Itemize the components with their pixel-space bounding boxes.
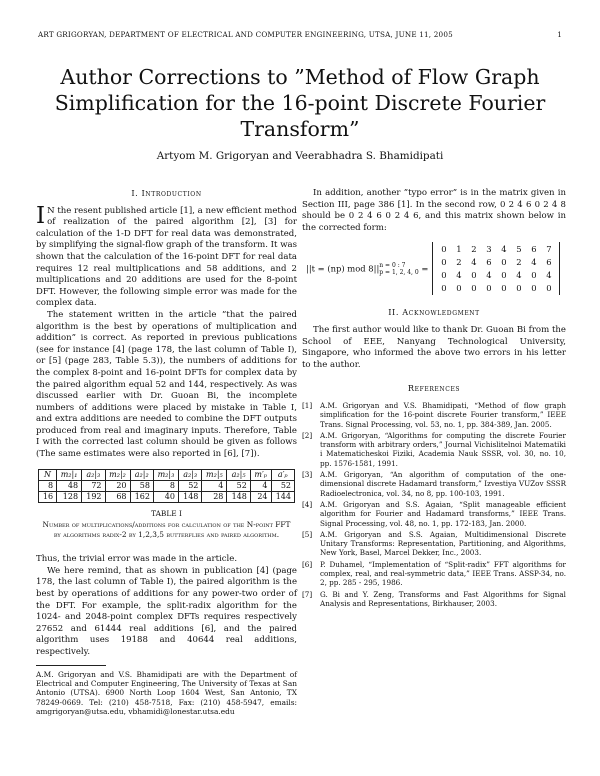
matrix-cell: 0 — [501, 257, 507, 268]
matrix-cell: 4 — [486, 270, 492, 281]
table-header-cell: m₂|₃ — [153, 469, 178, 480]
intro-paragraph-1: I N the resent published article [1], a new efficient method of realization of the paired algorithm [2], [3] for calculation of the 1-D DFT for real data was demonstrated, by simplifying the signal-flow graph of the transform. It was shown that the calculation of the 16-point DFT for real data requires 12 real multiplications and 58 additions, and 2 multiplications and 20 additions are used for the 8-point DFT. However, the following simple error was made for the complex data. — [36, 202, 297, 309]
matrix-cell: 0 — [441, 257, 447, 268]
matrix-lhs: ||t = (np) mod 8||n = 0 : 7 p = 1, 2, 4, 0 = — [306, 261, 429, 276]
table-cell: 72 — [82, 480, 105, 491]
table-1 — [38, 469, 295, 504]
table-header-cell: N — [39, 469, 57, 480]
table-header-cell: a₂|₃ — [178, 469, 201, 480]
table-cell: 144 — [271, 492, 295, 503]
reference-number: [1] — [302, 400, 313, 410]
table-cell: 4 — [202, 480, 227, 491]
matrix-cell: 4 — [546, 270, 552, 281]
reference-number: [4] — [302, 499, 313, 509]
reference-text: A.M. Grigoryan, “An algorithm of computation of the one-dimensional discrete Hadamard transform,” Izvestiya VUZov SSSR Radioelectronica, vol. 34, no 8, pp. 100-103, 1991. — [320, 470, 566, 498]
table-cell: 48 — [57, 480, 82, 491]
matrix-cell: 4 — [516, 270, 522, 281]
reference-number: [3] — [302, 470, 313, 480]
ack-paragraph: The first author would like to thank Dr. Guoan Bi from the School of EEE, Nanyang Technological University, Singapore, who informed the above two errors in his letter to the author. — [302, 324, 566, 370]
matrix-cell: 6 — [546, 257, 552, 268]
reference-number: [6] — [302, 559, 313, 569]
table-header-cell: m₂|₅ — [202, 469, 227, 480]
reference-text: A.M. Grigoryan and S.S. Agaian, “Split manageable efficient algorithm for Fourier and Hadamard transforms,” IEEE Trans. Signal Processing, vol. 48, no. 1, pp. 172-183, Jan. 2000. — [320, 499, 566, 528]
table-cell: 8 — [153, 480, 178, 491]
reference-text: A.M. Grigoryan and S.S. Agaian, Multidimensional Discrete Unitary Transforms: Representation, Partitioning, and Algorithms, New York, Basel, Marcel Dekker, Inc., 2003. — [320, 529, 566, 558]
matrix-cell: 2 — [516, 257, 522, 268]
matrix-cell: 4 — [531, 257, 537, 268]
table-cell: 8 — [39, 480, 57, 491]
table-header-cell: a₂|₂ — [130, 469, 153, 480]
page-number: 1 — [557, 30, 562, 39]
matrix-cell: 0 — [531, 283, 537, 294]
corrected-matrix-equation — [306, 242, 566, 295]
table-cell: 68 — [105, 492, 130, 503]
table-cell: 192 — [82, 492, 105, 503]
table-header-row — [39, 469, 295, 480]
table-cell: 52 — [271, 480, 295, 491]
reference-item — [302, 500, 566, 528]
reference-item — [302, 401, 566, 429]
paper-title: Author Corrections to ”Method of Flow Graph Simplification for the 16-point Discrete Fourier Transform” — [54, 65, 546, 141]
intro-paragraph-4: We here remind, that as shown in publication [4] (page 178, the last column of Table I), the paired algorithm is the best by operations of additions for any power-two order of the DFT. For example, the split-radix algorithm for the 1024- and 2048-point complex DFTs requires respectively 27652 and 61444 real additions [6], and the paired algorithm uses 19188 and 40644 real additions, respectively. — [36, 565, 297, 658]
matrix-cell: 0 — [441, 270, 447, 281]
table-cell: 52 — [227, 480, 250, 491]
matrix-cell: 2 — [456, 257, 462, 268]
table-cell: 20 — [105, 480, 130, 491]
reference-item — [302, 590, 566, 609]
reference-item — [302, 560, 566, 588]
matrix-cell: 0 — [471, 270, 477, 281]
author-footnote: A.M. Grigoryan and V.S. Bhamidipati are with the Department of Electrical and Computer Engineering, The University of Texas at San Antonio (UTSA). 6900 North Loop 1604 West, San Antonio, TX 78249-0669. Tel: (210) 458-7518, Fax: (210) 458-5947, emails: amgrigoryan@utsa.edu, vbhamidi@lonestar.utsa.edu — [36, 669, 297, 716]
reference-text: P. Duhamel, “Implementation of “Split-radix” FFT algorithms for complex, real, and real-symmetric data,” IEEE Trans. ASSP-34, no. 2, pp. 285 - 295, 1986. — [320, 559, 566, 588]
matrix-cell: 4 — [456, 270, 462, 281]
table-row — [39, 480, 295, 491]
references-heading: References — [407, 383, 461, 394]
matrix-cell: 4 — [501, 244, 507, 255]
matrix-cell: 0 — [441, 244, 447, 255]
table-cell: 128 — [57, 492, 82, 503]
matrix-cell: 0 — [486, 283, 492, 294]
reference-text: G. Bi and Y. Zeng, Transforms and Fast Algorithms for Signal Analysis and Representations, Birkhauser, 2003. — [320, 589, 566, 608]
matrix-cell: 0 — [516, 283, 522, 294]
matrix-cell: 0 — [471, 283, 477, 294]
typo-paragraph: In addition, another ”typo error” is in the matrix given in Section III, page 386 [1]. In the second row, 0 2 4 6 0 2 4 8 should be 0 2 4 6 0 2 4 6, and this matrix shown below in the corrected form: — [302, 188, 566, 233]
table-cell: 58 — [130, 480, 153, 491]
matrix-cell: 0 — [441, 283, 447, 294]
drop-cap: I — [36, 202, 46, 229]
table-cell: 162 — [130, 492, 153, 503]
matrix-cell: 0 — [501, 283, 507, 294]
table-cell: 24 — [250, 492, 271, 503]
table-cell: 52 — [178, 480, 201, 491]
table-cell: 148 — [227, 492, 250, 503]
table-header-cell: m₂|₁ — [57, 469, 82, 480]
table-cell: 40 — [153, 492, 178, 503]
intro-paragraph-2: The statement written in the article ”that the paired algorithm is the best by operations of multiplication and addition” is correct. As reported in previous publications (see for instance [4] (page 178, the last column of Table I), or [5] (page 283, Table 5.3)), the numbers of additions for the complex 8-point and 16-point DFTs for complex data by the paired algorithm equal 52 and 144, respectively. As was discussed earlier with Dr. Guoan Bi, the incomplete numbers of additions were placed by mistake in Table I, and extra additions are needed to combine the DFT outputs produced from real and imaginary inputs. Therefore, Table I with the corrected last column should be given as follows (The same estimates were also reported in [6], [7]). — [36, 309, 297, 460]
paper-authors: Artyom M. Grigoryan and Veerabhadra S. Bhamidipati — [156, 150, 444, 162]
matrix-cell: 0 — [546, 283, 552, 294]
ack-heading: II. Acknowledgment — [388, 307, 480, 318]
matrix-sub-p: p = 1, 2, 4, 0 — [379, 268, 419, 276]
table-header-cell: a′ₚ — [271, 469, 295, 480]
matrix-cell: 0 — [456, 283, 462, 294]
running-head — [38, 30, 562, 42]
table-row — [39, 492, 295, 503]
right-column — [302, 188, 566, 610]
reference-number: [7] — [302, 589, 313, 599]
left-column — [36, 188, 297, 716]
matrix-cell: 0 — [501, 270, 507, 281]
matrix-cell: 0 — [531, 270, 537, 281]
matrix-cell: 6 — [486, 257, 492, 268]
matrix-cell: 4 — [471, 257, 477, 268]
reference-item — [302, 470, 566, 498]
matrix-cell: 2 — [471, 244, 477, 255]
matrix-sub-n: n = 0 : 7 — [379, 261, 406, 269]
table-cell: 16 — [39, 492, 57, 503]
matrix-cell: 3 — [486, 244, 492, 255]
table-header-cell: m′ₚ — [250, 469, 271, 480]
table-cell: 28 — [202, 492, 227, 503]
table-header-cell: m₂|₂ — [105, 469, 130, 480]
intro-paragraph-3: Thus, the trivial error was made in the article. — [36, 554, 238, 565]
intro-heading: I. Introduction — [131, 188, 202, 198]
table-1-caption: Number of multiplications/additions for calculation of the N-point FFT by algorithms radix-2 by 1,2,3,5 butterflies and paired algorithm. — [42, 520, 291, 540]
reference-text: A.M. Grigoryan and V.S. Bhamidipati, “Method of flow graph simplification for the 16-point discrete Fourier transform,” IEEE Trans. Signal Processing, vol. 53, no. 1, pp. 384-389, Jan. 2005. — [320, 400, 566, 429]
table-header-cell: a₂|₃ — [82, 469, 105, 480]
matrix-cell: 1 — [456, 244, 462, 255]
matrix-cell: 5 — [516, 244, 522, 255]
matrix-equals: = — [421, 263, 429, 274]
reference-text: A.M. Grigoryan, “Algorithms for computing the discrete Fourier transform with arbitrary orders,” Journal Vichislitelnoi Matematiki i Matematicheskoi Fiziki, Academia Nauk SSSR, vol. 30, no. 10, pp. 1576-1581, 1991. — [320, 430, 566, 468]
running-head-text: ART GRIGORYAN, DEPARTMENT OF ELECTRICAL AND COMPUTER ENGINEERING, UTSA, JUNE 11, 2005 — [38, 30, 453, 39]
reference-item — [302, 431, 566, 468]
reference-number: [5] — [302, 529, 313, 539]
matrix-cell: 6 — [531, 244, 537, 255]
footnote-rule — [36, 665, 106, 666]
table-cell: 4 — [250, 480, 271, 491]
matrix-cell: 7 — [546, 244, 552, 255]
table-header-cell: a₂|₅ — [227, 469, 250, 480]
table-1-label: TABLE I — [151, 509, 182, 519]
reference-number: [2] — [302, 430, 313, 440]
table-cell: 148 — [178, 492, 201, 503]
reference-list — [302, 401, 566, 608]
matrix-grid — [432, 242, 560, 295]
reference-item — [302, 530, 566, 558]
